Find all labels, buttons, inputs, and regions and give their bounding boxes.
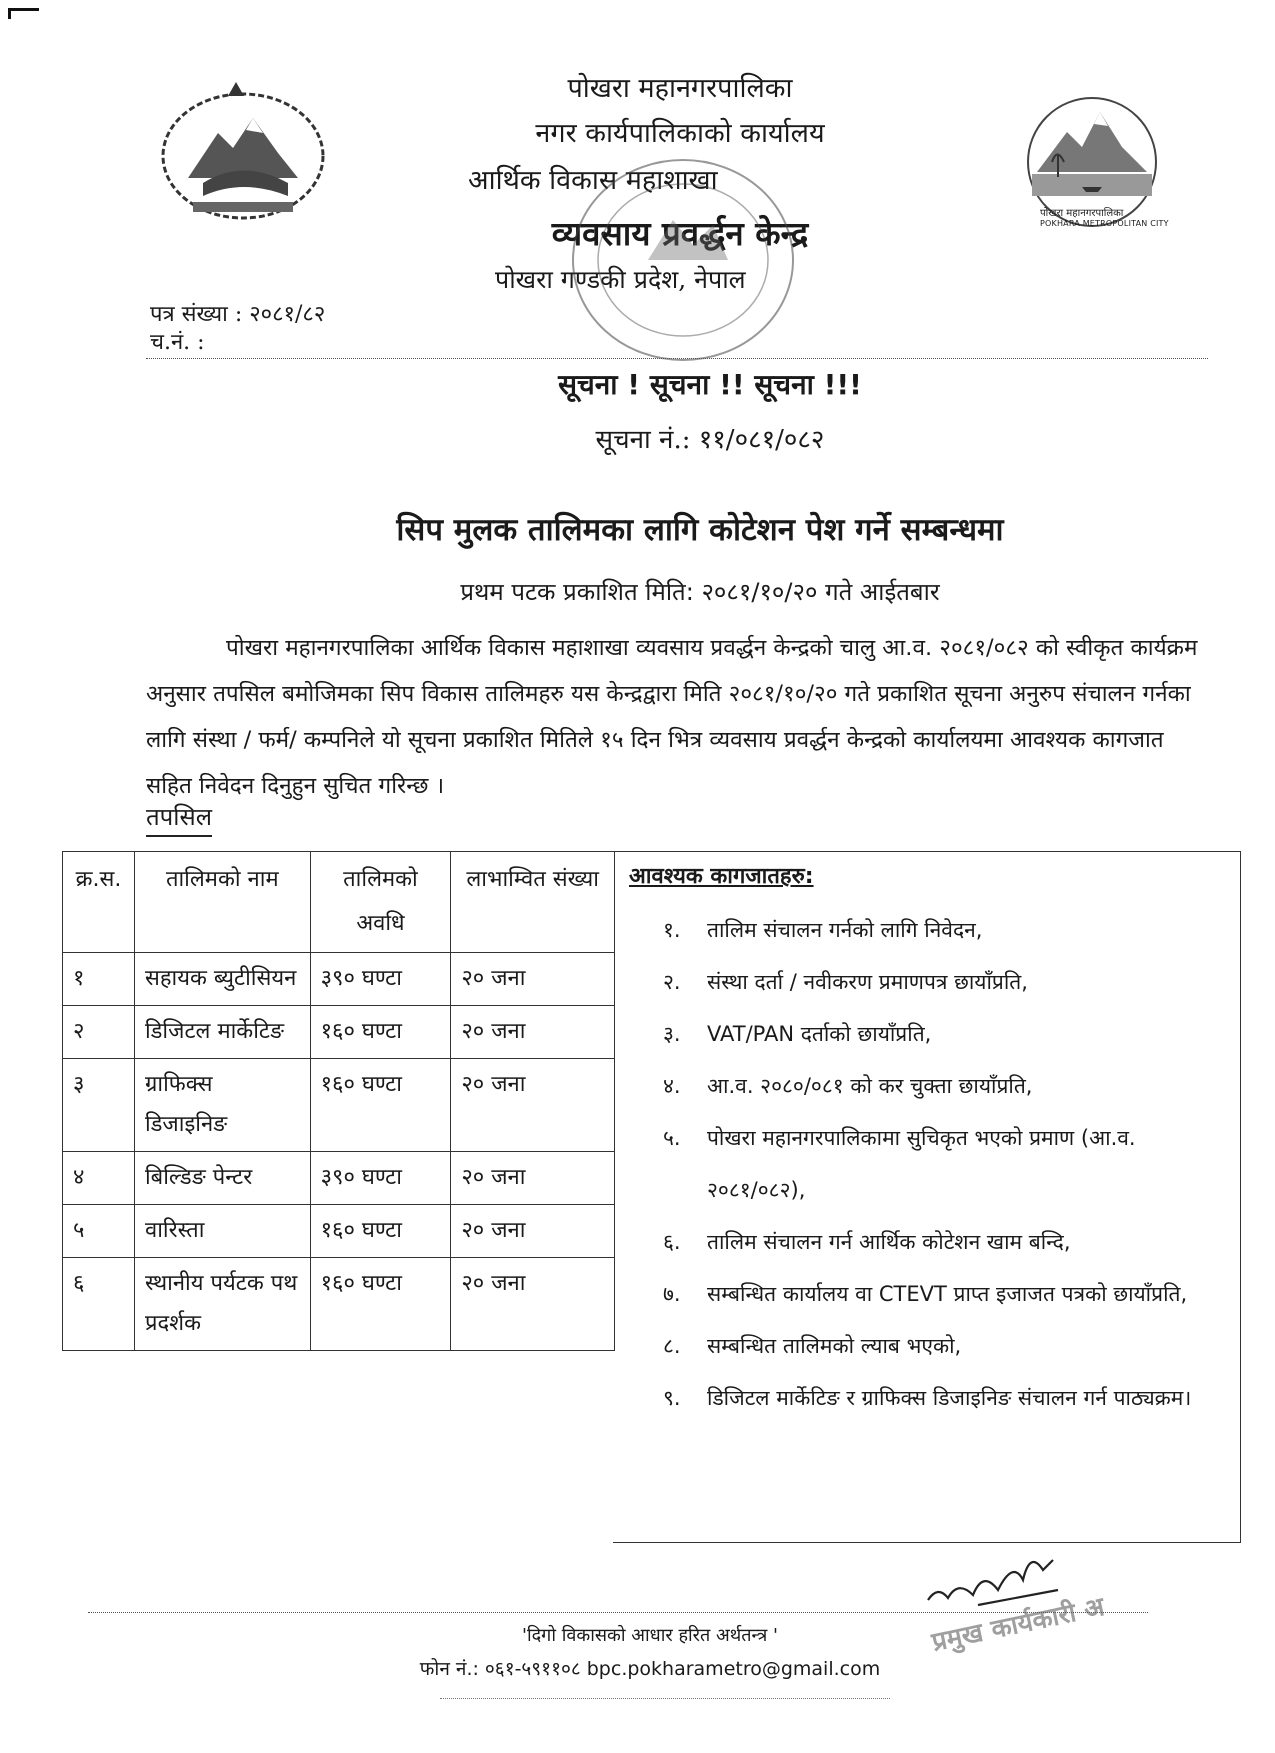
center-name: व्यवसाय प्रवर्द्धन केन्द्र bbox=[551, 214, 809, 253]
cell-duration: ३९० घण्टा bbox=[310, 1152, 451, 1205]
cell-training-name: ग्राफिक्स डिजाइनिङ bbox=[134, 1059, 310, 1152]
item-number: ४. bbox=[663, 1074, 681, 1098]
list-item bbox=[663, 1268, 1233, 1320]
cell-duration: १६० घण्टा bbox=[310, 1059, 451, 1152]
required-documents-box bbox=[613, 851, 1241, 1543]
table-row bbox=[63, 1152, 615, 1205]
cell-serial: ६ bbox=[63, 1258, 135, 1351]
header-serial: क्र.स. bbox=[63, 852, 135, 953]
published-date: प्रथम पटक प्रकाशित मिति: २०८१/१०/२० गते आईतबार bbox=[460, 578, 940, 606]
item-text: डिजिटल मार्केटिङ र ग्राफिक्स डिजाइनिङ संचालन गर्न पाठ्यक्रम। bbox=[707, 1386, 1192, 1410]
cell-duration: १६० घण्टा bbox=[310, 1006, 451, 1059]
item-number: ७. bbox=[663, 1282, 681, 1306]
footer-slogan: 'दिगो विकासको आधार हरित अर्थतन्त्र ' bbox=[522, 1625, 778, 1646]
signature-seal: प्रमुख कार्यकारी अ bbox=[929, 1592, 1108, 1658]
office-name: नगर कार्यपालिकाको कार्यालय bbox=[535, 118, 825, 149]
cell-beneficiaries: २० जना bbox=[451, 1258, 615, 1351]
table-row bbox=[63, 1006, 615, 1059]
item-text: संस्था दर्ता / नवीकरण प्रमाणपत्र छायाँप्रति, bbox=[707, 970, 1028, 994]
header-duration: तालिमको अवधि bbox=[310, 852, 451, 953]
list-item bbox=[663, 904, 1233, 956]
cell-serial: ३ bbox=[63, 1059, 135, 1152]
office-stamp-icon bbox=[558, 150, 808, 380]
list-item bbox=[663, 956, 1233, 1008]
letter-number: पत्र संख्या : २०८१/८२ bbox=[150, 302, 326, 327]
table-row bbox=[63, 1205, 615, 1258]
dispatch-number: च.नं. : bbox=[150, 330, 205, 355]
body-paragraph bbox=[146, 625, 1208, 809]
body-paragraph-text: पोखरा महानगरपालिका आर्थिक विकास महाशाखा व्यवसाय प्रवर्द्धन केन्द्रको चालु आ.व. २०८१/०८२ को स्वीकृत कार्यक्रम अनुसार तपसिल बमोजिमका सिप विकास तालिमहरु यस केन्द्रद्वारा मिति २०८१/१०/२० गते प्रकाशित सूचना अनुरुप संचालन गर्नका लागि संस्था / फर्म/ कम्पनिले यो सूचना प्रकाशित मितिले १५ दिन भित्र व्यवसाय प्रवर्द्धन केन्द्रको कार्यालयमा आवश्यक कागजात सहित निवेदन दिनुहुन सुचित गरिन्छ । bbox=[146, 635, 1198, 799]
item-number: १. bbox=[663, 918, 681, 942]
item-number: ९. bbox=[663, 1386, 681, 1410]
item-number: ८. bbox=[663, 1334, 681, 1358]
cell-beneficiaries: २० जना bbox=[451, 1152, 615, 1205]
footer-contact: फोन नं.: ०६१-५९११०८ bpc.pokharametro@gmail.com bbox=[419, 1658, 881, 1680]
cell-training-name: बिल्डिङ पेन्टर bbox=[134, 1152, 310, 1205]
cell-duration: ३९० घण्टा bbox=[310, 953, 451, 1006]
header-training-name: तालिमको नाम bbox=[134, 852, 310, 953]
notice-number: सूचना नं.: ११/०८१/०८२ bbox=[595, 425, 825, 455]
list-item bbox=[663, 1320, 1233, 1372]
cell-serial: २ bbox=[63, 1006, 135, 1059]
item-text: आ.व. २०८०/०८१ को कर चुक्ता छायाँप्रति, bbox=[707, 1074, 1033, 1098]
cell-serial: १ bbox=[63, 953, 135, 1006]
cell-serial: ४ bbox=[63, 1152, 135, 1205]
required-documents-title: आवश्यक कागजातहरु: bbox=[629, 864, 814, 889]
table-row bbox=[63, 1059, 615, 1152]
org-name: पोखरा महानगरपालिका bbox=[567, 73, 793, 104]
right-logo-caption-en: POKHARA METROPOLITAN CITY bbox=[1040, 219, 1169, 228]
item-text: पोखरा महानगरपालिकामा सुचिकृत भएको प्रमाण (आ.व. २०८१/०८२), bbox=[707, 1126, 1136, 1202]
cell-beneficiaries: २० जना bbox=[451, 953, 615, 1006]
item-number: ६. bbox=[663, 1230, 681, 1254]
cell-training-name: डिजिटल मार्केटिङ bbox=[134, 1006, 310, 1059]
nepal-emblem-icon bbox=[148, 78, 338, 228]
cell-duration: १६० घण्टा bbox=[310, 1258, 451, 1351]
cell-serial: ५ bbox=[63, 1205, 135, 1258]
header-divider bbox=[146, 358, 1208, 359]
notice-heading: सूचना ! सूचना !! सूचना !!! bbox=[558, 368, 862, 401]
table-row bbox=[63, 953, 615, 1006]
cell-beneficiaries: २० जना bbox=[451, 1059, 615, 1152]
right-logo-caption: पोखरा महानगरपालिका bbox=[1040, 208, 1124, 219]
division-name: आर्थिक विकास महाशाखा bbox=[468, 165, 718, 196]
list-item bbox=[663, 1008, 1233, 1060]
required-documents-list bbox=[663, 904, 1233, 1424]
item-number: ३. bbox=[663, 1022, 681, 1046]
item-text: तालिम संचालन गर्नको लागि निवेदन, bbox=[707, 918, 983, 942]
list-item bbox=[663, 1372, 1233, 1424]
cell-training-name: वारिस्ता bbox=[134, 1205, 310, 1258]
table-header-row bbox=[63, 852, 615, 953]
item-number: ५. bbox=[663, 1126, 681, 1150]
list-item bbox=[663, 1216, 1233, 1268]
footer-divider-bottom bbox=[440, 1698, 890, 1699]
item-text: सम्बन्धित कार्यालय वा CTEVT प्राप्त इजाजत पत्रको छायाँप्रति, bbox=[707, 1282, 1188, 1306]
header-beneficiaries: लाभाम्वित संख्या bbox=[451, 852, 615, 953]
item-text: तालिम संचालन गर्न आर्थिक कोटेशन खाम बन्दि, bbox=[707, 1230, 1071, 1254]
trainings-table bbox=[62, 851, 615, 1351]
list-item bbox=[663, 1112, 1233, 1216]
footer-divider bbox=[88, 1612, 1148, 1613]
cell-beneficiaries: २० जना bbox=[451, 1205, 615, 1258]
cell-duration: १६० घण्टा bbox=[310, 1205, 451, 1258]
details-label: तपसिल bbox=[146, 800, 212, 837]
table-row bbox=[63, 1258, 615, 1351]
notice-subject: सिप मुलक तालिमका लागि कोटेशन पेश गर्ने सम्बन्धमा bbox=[396, 512, 1004, 548]
cell-beneficiaries: २० जना bbox=[451, 1006, 615, 1059]
item-text: VAT/PAN दर्ताको छायाँप्रति, bbox=[707, 1022, 932, 1046]
page-corner-mark bbox=[8, 8, 39, 19]
cell-training-name: सहायक ब्युटीसियन bbox=[134, 953, 310, 1006]
list-item bbox=[663, 1060, 1233, 1112]
cell-training-name: स्थानीय पर्यटक पथ प्रदर्शक bbox=[134, 1258, 310, 1351]
item-number: २. bbox=[663, 970, 681, 994]
item-text: सम्बन्धित तालिमको ल्याब भएको, bbox=[707, 1334, 962, 1358]
address: पोखरा गण्डकी प्रदेश, नेपाल bbox=[495, 265, 746, 294]
